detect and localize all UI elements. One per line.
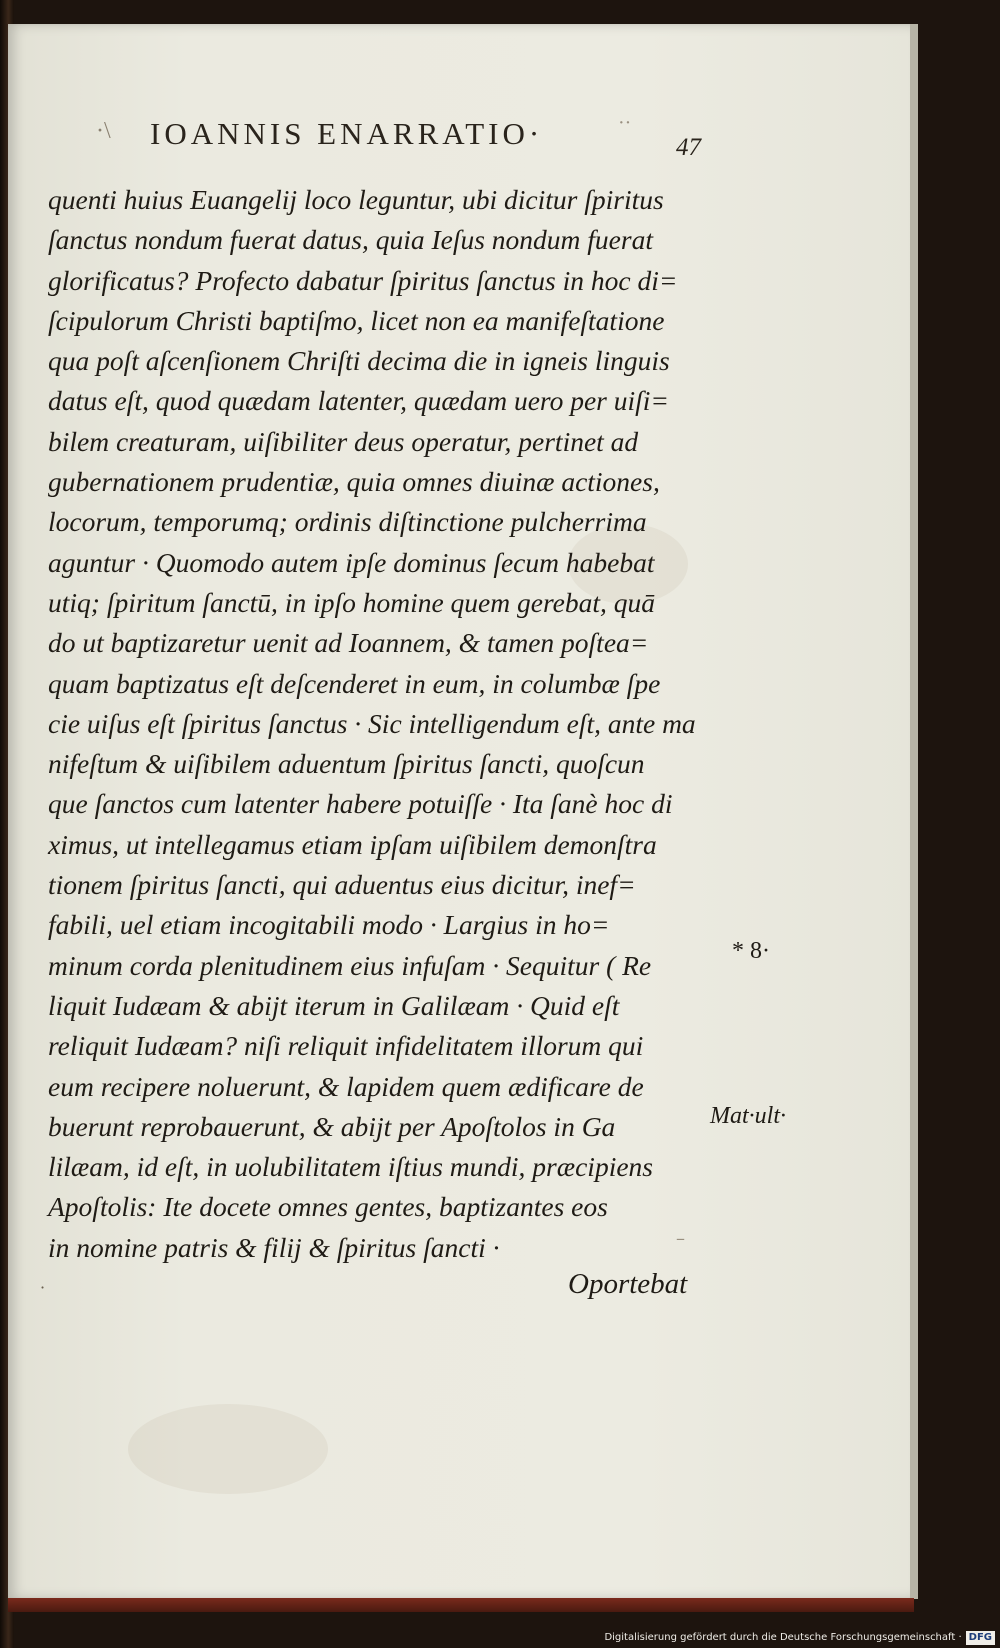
text-line: aguntur · Quomodo autem ipſe dominus ſecum habebat bbox=[48, 546, 655, 578]
paper-stain bbox=[128, 1404, 328, 1494]
text-line: fabili, uel etiam incogitabili modo · Largius in ho= bbox=[48, 909, 610, 941]
text-line: ximus, ut intellegamus etiam ipſam uiſibilem demonſtra bbox=[48, 828, 657, 860]
catchword: Oportebat bbox=[568, 1268, 688, 1300]
book-bottom-edge bbox=[8, 1598, 914, 1612]
text-line: qua poſt aſcenſionem Chriſti decima die in igneis linguis bbox=[48, 345, 670, 377]
page-number: 47 bbox=[676, 134, 701, 161]
text-line: buerunt reprobauerunt, & abijt per Apoſtolos in Ga bbox=[48, 1110, 616, 1142]
text-line: que ſanctos cum latenter habere potuiſſe · Ita ſanè hoc di bbox=[48, 788, 673, 820]
text-line: datus eſt, quod quædam latenter, quædam uero per uiſi= bbox=[48, 385, 669, 417]
text-line: locorum, temporumq; ordinis diſtinctione pulcherrima bbox=[48, 506, 647, 538]
body-text bbox=[48, 180, 718, 1268]
dash-mark-icon: – bbox=[676, 1228, 685, 1249]
text-line: reliquit Iudæam? niſi reliquit infidelitatem illorum qui bbox=[48, 1030, 644, 1062]
text-line: quam baptizatus eſt deſcenderet in eum, in columbæ ſpe bbox=[48, 667, 661, 699]
text-line: utiq; ſpiritum ſanctū, in ipſo homine quem gerebat, quā bbox=[48, 586, 655, 618]
text-line: ſcipulorum Christi baptiſmo, licet non ea manifeſtatione bbox=[48, 304, 665, 336]
footer bbox=[600, 1630, 995, 1646]
text-line: lilæam, id eſt, in uolubilitatem iſtius mundi, præcipiens bbox=[48, 1151, 653, 1183]
dfg-logo-icon: DFG bbox=[966, 1631, 995, 1645]
text-line: quenti huius Euangelij loco leguntur, ubi dicitur ſpiritus bbox=[48, 184, 664, 215]
footer-credit: Digitalisierung gefördert durch die Deutsche Forschungsgemeinschaft · bbox=[604, 1632, 962, 1643]
header-left-mark: ·\ bbox=[96, 118, 111, 144]
text-line: ſanctus nondum fuerat datus, quia Ieſus nondum fuerat bbox=[48, 224, 653, 256]
text-line: bilem creaturam, uiſibiliter deus operatur, pertinet ad bbox=[48, 425, 639, 457]
margin-note-star: * 8· bbox=[732, 938, 770, 964]
margin-note-reference: Mat·ult· bbox=[710, 1103, 786, 1129]
text-line: in nomine patris & filij & ſpiritus ſancti · bbox=[48, 1231, 500, 1263]
text-line: cie uiſus eſt ſpiritus ſanctus · Sic intelligendum eſt, ante ma bbox=[48, 707, 696, 739]
text-line: Apoſtolis: Ite docete omnes gentes, baptizantes eos bbox=[48, 1191, 608, 1223]
text-line: tionem ſpiritus ſancti, qui aduentus eius dicitur, inef= bbox=[48, 869, 636, 901]
text-line: nifeſtum & uiſibilem aduentum ſpiritus ſancti, quoſcun bbox=[48, 748, 645, 780]
text-line: do ut baptizaretur uenit ad Ioannem, & tamen poſtea= bbox=[48, 627, 649, 659]
text-line: liquit Iudæam & abijt iterum in Galilæam · Quid eſt bbox=[48, 989, 620, 1021]
header-right-mark: ·· bbox=[618, 112, 632, 134]
text-line: gubernationem prudentiæ, quia omnes diuinæ actiones, bbox=[48, 466, 660, 498]
running-header: IOANNIS ENARRATIO· bbox=[150, 116, 544, 151]
page-edge bbox=[910, 24, 918, 1599]
text-line: eum recipere noluerunt, & lapidem quem ædificare de bbox=[48, 1070, 644, 1102]
stray-mark-icon: · bbox=[40, 1278, 46, 1297]
text-line: minum corda plenitudinem eius infuſam · Sequitur ( Re bbox=[48, 949, 652, 981]
text-line: glorificatus? Profecto dabatur ſpiritus ſanctus in hoc di= bbox=[48, 264, 678, 296]
